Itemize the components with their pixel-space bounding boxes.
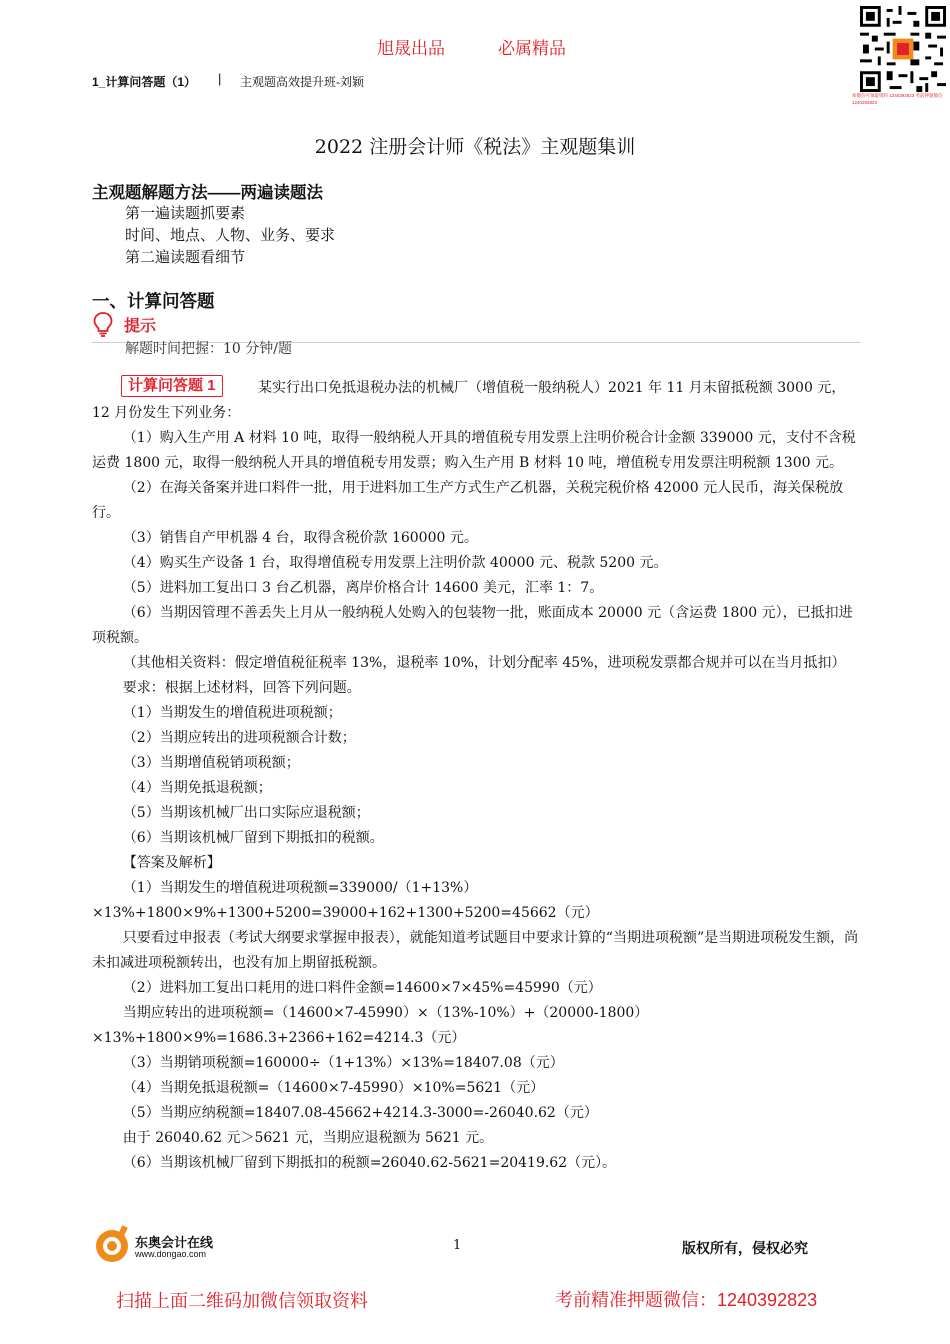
section-heading: 一、计算问答题 bbox=[92, 291, 215, 311]
paragraph: （6）当期该机械厂留到下期抵扣的税额=26040.62-5621=20419.62（元）。 bbox=[122, 1155, 617, 1171]
logo-name: 东奥会计在线 bbox=[135, 1235, 214, 1250]
tip-label: 提示 bbox=[124, 318, 157, 335]
dongao-logo-icon bbox=[92, 1224, 132, 1264]
brand-slogan-left: 旭晟出品 bbox=[377, 39, 445, 58]
paragraph: 由于 26040.62 元＞5621 元，当期应退税额为 5621 元。 bbox=[122, 1130, 494, 1146]
paragraph: （3）当期增值税销项税额； bbox=[122, 755, 300, 771]
paragraph: （3）当期销项税额=160000÷（1+13%）×13%=18407.08（元） bbox=[122, 1055, 564, 1071]
paragraph: （1）当期发生的增值税进项税额=339000/（1+13%）×13%+1800×9%+1300+5200=39000+162+1300+5200=45662（元） bbox=[92, 880, 599, 921]
qr-caption: 加微信可领取资料 1240392823 考前押题微信 1240392823 bbox=[852, 93, 943, 105]
method-item: 时间、地点、人物、业务、要求 bbox=[125, 226, 336, 244]
answer-heading: 【答案及解析】 bbox=[122, 855, 221, 871]
paragraph: （4）当期免抵退税额； bbox=[122, 780, 272, 796]
paragraph: 要求：根据上述材料，回答下列问题。 bbox=[122, 680, 361, 696]
method-item: 第二遍读题看细节 bbox=[125, 248, 246, 266]
paragraph: （4）购买生产设备 1 台，取得增值税专用发票上注明价款 40000 元、税款 5200 元。 bbox=[122, 555, 668, 571]
footer-promo-right: 考前精准押题微信：1240392823 bbox=[555, 1290, 818, 1310]
method-list bbox=[125, 202, 335, 268]
tip-text: 解题时间把握：10 分钟/题 bbox=[125, 341, 292, 357]
copyright-notice: 版权所有，侵权必究 bbox=[682, 1240, 808, 1256]
question-content bbox=[92, 376, 860, 1176]
breadcrumb-separator: | bbox=[218, 71, 222, 86]
breadcrumb-chapter: 1_计算问答题（1） bbox=[92, 75, 197, 89]
method-item: 第一遍读题抓要素 bbox=[125, 204, 246, 222]
paragraph: （2）进料加工复出口耗用的进口料件金额=14600×7×45%=45990（元） bbox=[122, 980, 602, 996]
paragraph: （5）当期应纳税额=18407.08-45662+4214.3-3000=-26040.62（元） bbox=[122, 1105, 598, 1121]
paragraph: （2）在海关备案并进口料件一批，用于进料加工生产方式生产乙机器，关税完税价格 42000 元人民币，海关保税放行。 bbox=[92, 480, 844, 521]
paragraph: （1）当期发生的增值税进项税额； bbox=[122, 705, 342, 721]
breadcrumb-course: 主观题高效提升班-刘颖 bbox=[240, 75, 364, 89]
page-number: 1 bbox=[453, 1238, 462, 1253]
document-title: 2022 注册会计师《税法》主观题集训 bbox=[314, 136, 636, 158]
lightbulb-icon bbox=[92, 311, 114, 337]
question-badge: 计算问答题 1 bbox=[121, 375, 223, 397]
qr-code-icon[interactable] bbox=[860, 6, 946, 92]
paragraph: （2）当期应转出的进项税额合计数； bbox=[122, 730, 356, 746]
paragraph: （4）当期免抵退税额=（14600×7-45990）×10%=5621（元） bbox=[122, 1080, 545, 1096]
brand-slogan-right: 必属精品 bbox=[498, 39, 566, 58]
paragraph: （6）当期该机械厂留到下期抵扣的税额。 bbox=[122, 830, 384, 846]
paragraph: （其他相关资料：假定增值税征税率 13%，退税率 10%，计划分配率 45%，进项税发票都合规并可以在当月抵扣） bbox=[122, 655, 846, 671]
paragraph: （6）当期因管理不善丢失上月从一般纳税人处购入的包装物一批，账面成本 20000 元（含运费 1800 元），已抵扣进项税额。 bbox=[92, 605, 853, 646]
paragraph: 只要看过申报表（考试大纲要求掌握申报表），就能知道考试题目中要求计算的“当期进项税额”是当期进项税发生额，尚未扣减进项税额转出，也没有加上期留抵税额。 bbox=[92, 930, 859, 971]
method-heading: 主观题解题方法——两遍读题法 bbox=[92, 184, 323, 202]
footer-promo-left: 扫描上面二维码加微信领取资料 bbox=[116, 1291, 368, 1311]
paragraph: 当期应转出的进项税额=（14600×7-45990）×（13%-10%）+（20000-1800）×13%+1800×9%=1686.3+2366+162=4214.3（元） bbox=[92, 1005, 649, 1046]
paragraph: （3）销售自产甲机器 4 台，取得含税价款 160000 元。 bbox=[122, 530, 478, 546]
paragraph: （5）当期该机械厂出口实际应退税额； bbox=[122, 805, 370, 821]
paragraph: 某实行出口免抵退税办法的机械厂（增值税一般纳税人）2021 年 11 月末留抵税额 3000 元，12 月份发生下列业务： bbox=[92, 380, 846, 421]
logo-url: www.dongao.com bbox=[135, 1249, 207, 1259]
paragraph: （5）进料加工复出口 3 台乙机器，离岸价格合计 14600 美元，汇率 1：7。 bbox=[122, 580, 604, 596]
paragraph: （1）购入生产用 A 材料 10 吨，取得一般纳税人开具的增值税专用发票上注明价税合计金额 339000 元，支付不含税运费 1800 元，取得一般纳税人开具的增值税专用发票；购入生产用 B 材料 10 吨，增值税专用发票注明税额 1300 元。 bbox=[92, 430, 856, 471]
